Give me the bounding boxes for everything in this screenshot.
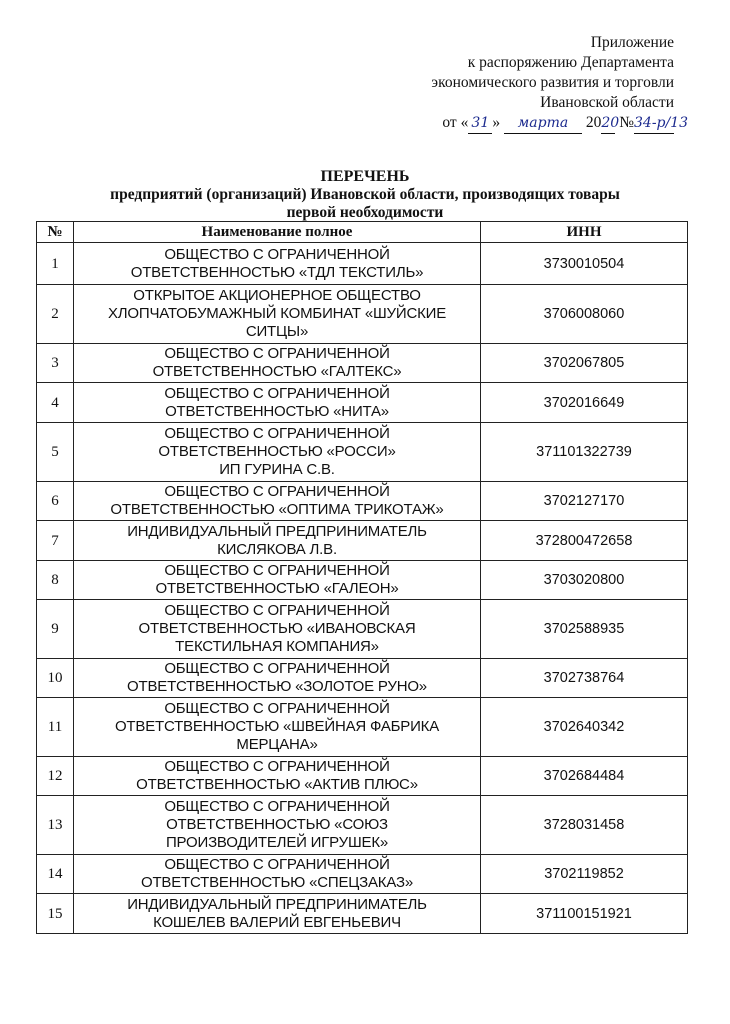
organization-name: ИНДИВИДУАЛЬНЫЙ ПРЕДПРИНИМАТЕЛЬ КОШЕЛЕВ ВАЛЕРИЙ ЕВГЕНЬЕВИЧ	[74, 894, 481, 934]
appendix-date-line	[431, 113, 689, 134]
organization-name: ОБЩЕСТВО С ОГРАНИЧЕННОЙ ОТВЕТСТВЕННОСТЬЮ «НИТА»	[74, 383, 481, 423]
header-full-name: Наименование полное	[74, 222, 481, 243]
title-main: ПЕРЕЧЕНЬ	[320, 168, 410, 185]
inn-value: 371101322739	[481, 423, 688, 482]
inn-value: 3702738764	[481, 659, 688, 698]
table-row	[37, 383, 688, 423]
date-year-prefix: 20	[585, 114, 602, 131]
row-number: 14	[37, 855, 74, 894]
organization-name: ОБЩЕСТВО С ОГРАНИЧЕННОЙ ОТВЕТСТВЕННОСТЬЮ «ОПТИМА ТРИКОТАЖ»	[74, 482, 481, 521]
inn-value: 3728031458	[481, 796, 688, 855]
date-quote-close: »	[492, 114, 501, 131]
row-number: 3	[37, 344, 74, 383]
appendix-region: Ивановской области	[540, 94, 674, 111]
table-row	[37, 894, 688, 934]
inn-value: 3702588935	[481, 600, 688, 659]
row-number: 11	[37, 698, 74, 757]
organization-name: ОБЩЕСТВО С ОГРАНИЧЕННОЙ ОТВЕТСТВЕННОСТЬЮ «ЗОЛОТОЕ РУНО»	[74, 659, 481, 698]
inn-value: 3702127170	[481, 482, 688, 521]
inn-value: 3702684484	[481, 757, 688, 796]
row-number: 9	[37, 600, 74, 659]
appendix-department: экономического развития и торговли	[431, 74, 674, 91]
title-subtitle-line1: предприятий (организаций) Ивановской области, производящих товары	[110, 186, 620, 203]
table-row	[37, 423, 688, 482]
table-row	[37, 600, 688, 659]
handwritten-number: 34-р/13	[634, 113, 674, 134]
enterprises-table	[36, 221, 688, 934]
inn-value: 3702067805	[481, 344, 688, 383]
document-title	[0, 168, 730, 222]
table-row	[37, 855, 688, 894]
table-row	[37, 243, 688, 285]
inn-value: 3703020800	[481, 561, 688, 600]
header-number: №	[37, 222, 74, 243]
table-body	[37, 243, 688, 934]
inn-value: 3702119852	[481, 855, 688, 894]
table-row	[37, 482, 688, 521]
table-row	[37, 344, 688, 383]
organization-name: ОБЩЕСТВО С ОГРАНИЧЕННОЙ ОТВЕТСТВЕННОСТЬЮ «РОССИ» ИП ГУРИНА С.В.	[74, 423, 481, 482]
handwritten-month: марта	[504, 113, 582, 134]
row-number: 5	[37, 423, 74, 482]
row-number: 2	[37, 285, 74, 344]
table-row	[37, 561, 688, 600]
organization-name: ИНДИВИДУАЛЬНЫЙ ПРЕДПРИНИМАТЕЛЬ КИСЛЯКОВА Л.В.	[74, 521, 481, 561]
appendix-label: Приложение	[590, 34, 674, 51]
row-number: 7	[37, 521, 74, 561]
row-number: 4	[37, 383, 74, 423]
inn-value: 3702640342	[481, 698, 688, 757]
organization-name: ОБЩЕСТВО С ОГРАНИЧЕННОЙ ОТВЕТСТВЕННОСТЬЮ «ГАЛЕОН»	[74, 561, 481, 600]
row-number: 8	[37, 561, 74, 600]
row-number: 10	[37, 659, 74, 698]
header-inn: ИНН	[481, 222, 688, 243]
table-row	[37, 698, 688, 757]
appendix-header	[431, 33, 689, 134]
row-number: 13	[37, 796, 74, 855]
table-row	[37, 521, 688, 561]
inn-value: 3702016649	[481, 383, 688, 423]
handwritten-year: 20	[601, 113, 615, 134]
table-row	[37, 757, 688, 796]
inn-value: 371100151921	[481, 894, 688, 934]
organization-name: ОБЩЕСТВО С ОГРАНИЧЕННОЙ ОТВЕТСТВЕННОСТЬЮ «ГАЛТЕКС»	[74, 344, 481, 383]
row-number: 1	[37, 243, 74, 285]
organization-name: ОБЩЕСТВО С ОГРАНИЧЕННОЙ ОТВЕТСТВЕННОСТЬЮ «СОЮЗ ПРОИЗВОДИТЕЛЕЙ ИГРУШЕК»	[74, 796, 481, 855]
appendix-order-ref: к распоряжению Департамента	[467, 54, 674, 71]
inn-value: 372800472658	[481, 521, 688, 561]
title-subtitle-line2: первой необходимости	[286, 204, 444, 221]
organization-name: ОБЩЕСТВО С ОГРАНИЧЕННОЙ ОТВЕТСТВЕННОСТЬЮ «СПЕЦЗАКАЗ»	[74, 855, 481, 894]
organization-name: ОБЩЕСТВО С ОГРАНИЧЕННОЙ ОТВЕТСТВЕННОСТЬЮ «АКТИВ ПЛЮС»	[74, 757, 481, 796]
row-number: 12	[37, 757, 74, 796]
date-prefix: от «	[442, 114, 469, 131]
number-sign: №	[619, 114, 634, 131]
organization-name: ОБЩЕСТВО С ОГРАНИЧЕННОЙ ОТВЕТСТВЕННОСТЬЮ «ТДЛ ТЕКСТИЛЬ»	[74, 243, 481, 285]
table-header-row	[37, 222, 688, 243]
row-number: 15	[37, 894, 74, 934]
organization-name: ОБЩЕСТВО С ОГРАНИЧЕННОЙ ОТВЕТСТВЕННОСТЬЮ «ШВЕЙНАЯ ФАБРИКА МЕРЦАНА»	[74, 698, 481, 757]
inn-value: 3730010504	[481, 243, 688, 285]
inn-value: 3706008060	[481, 285, 688, 344]
row-number: 6	[37, 482, 74, 521]
handwritten-day: 31	[468, 113, 492, 134]
table-row	[37, 796, 688, 855]
organization-name: ОТКРЫТОЕ АКЦИОНЕРНОЕ ОБЩЕСТВО ХЛОПЧАТОБУМАЖНЫЙ КОМБИНАТ «ШУЙСКИЕ СИТЦЫ»	[74, 285, 481, 344]
table-row	[37, 285, 688, 344]
organization-name: ОБЩЕСТВО С ОГРАНИЧЕННОЙ ОТВЕТСТВЕННОСТЬЮ «ИВАНОВСКАЯ ТЕКСТИЛЬНАЯ КОМПАНИЯ»	[74, 600, 481, 659]
table-row	[37, 659, 688, 698]
